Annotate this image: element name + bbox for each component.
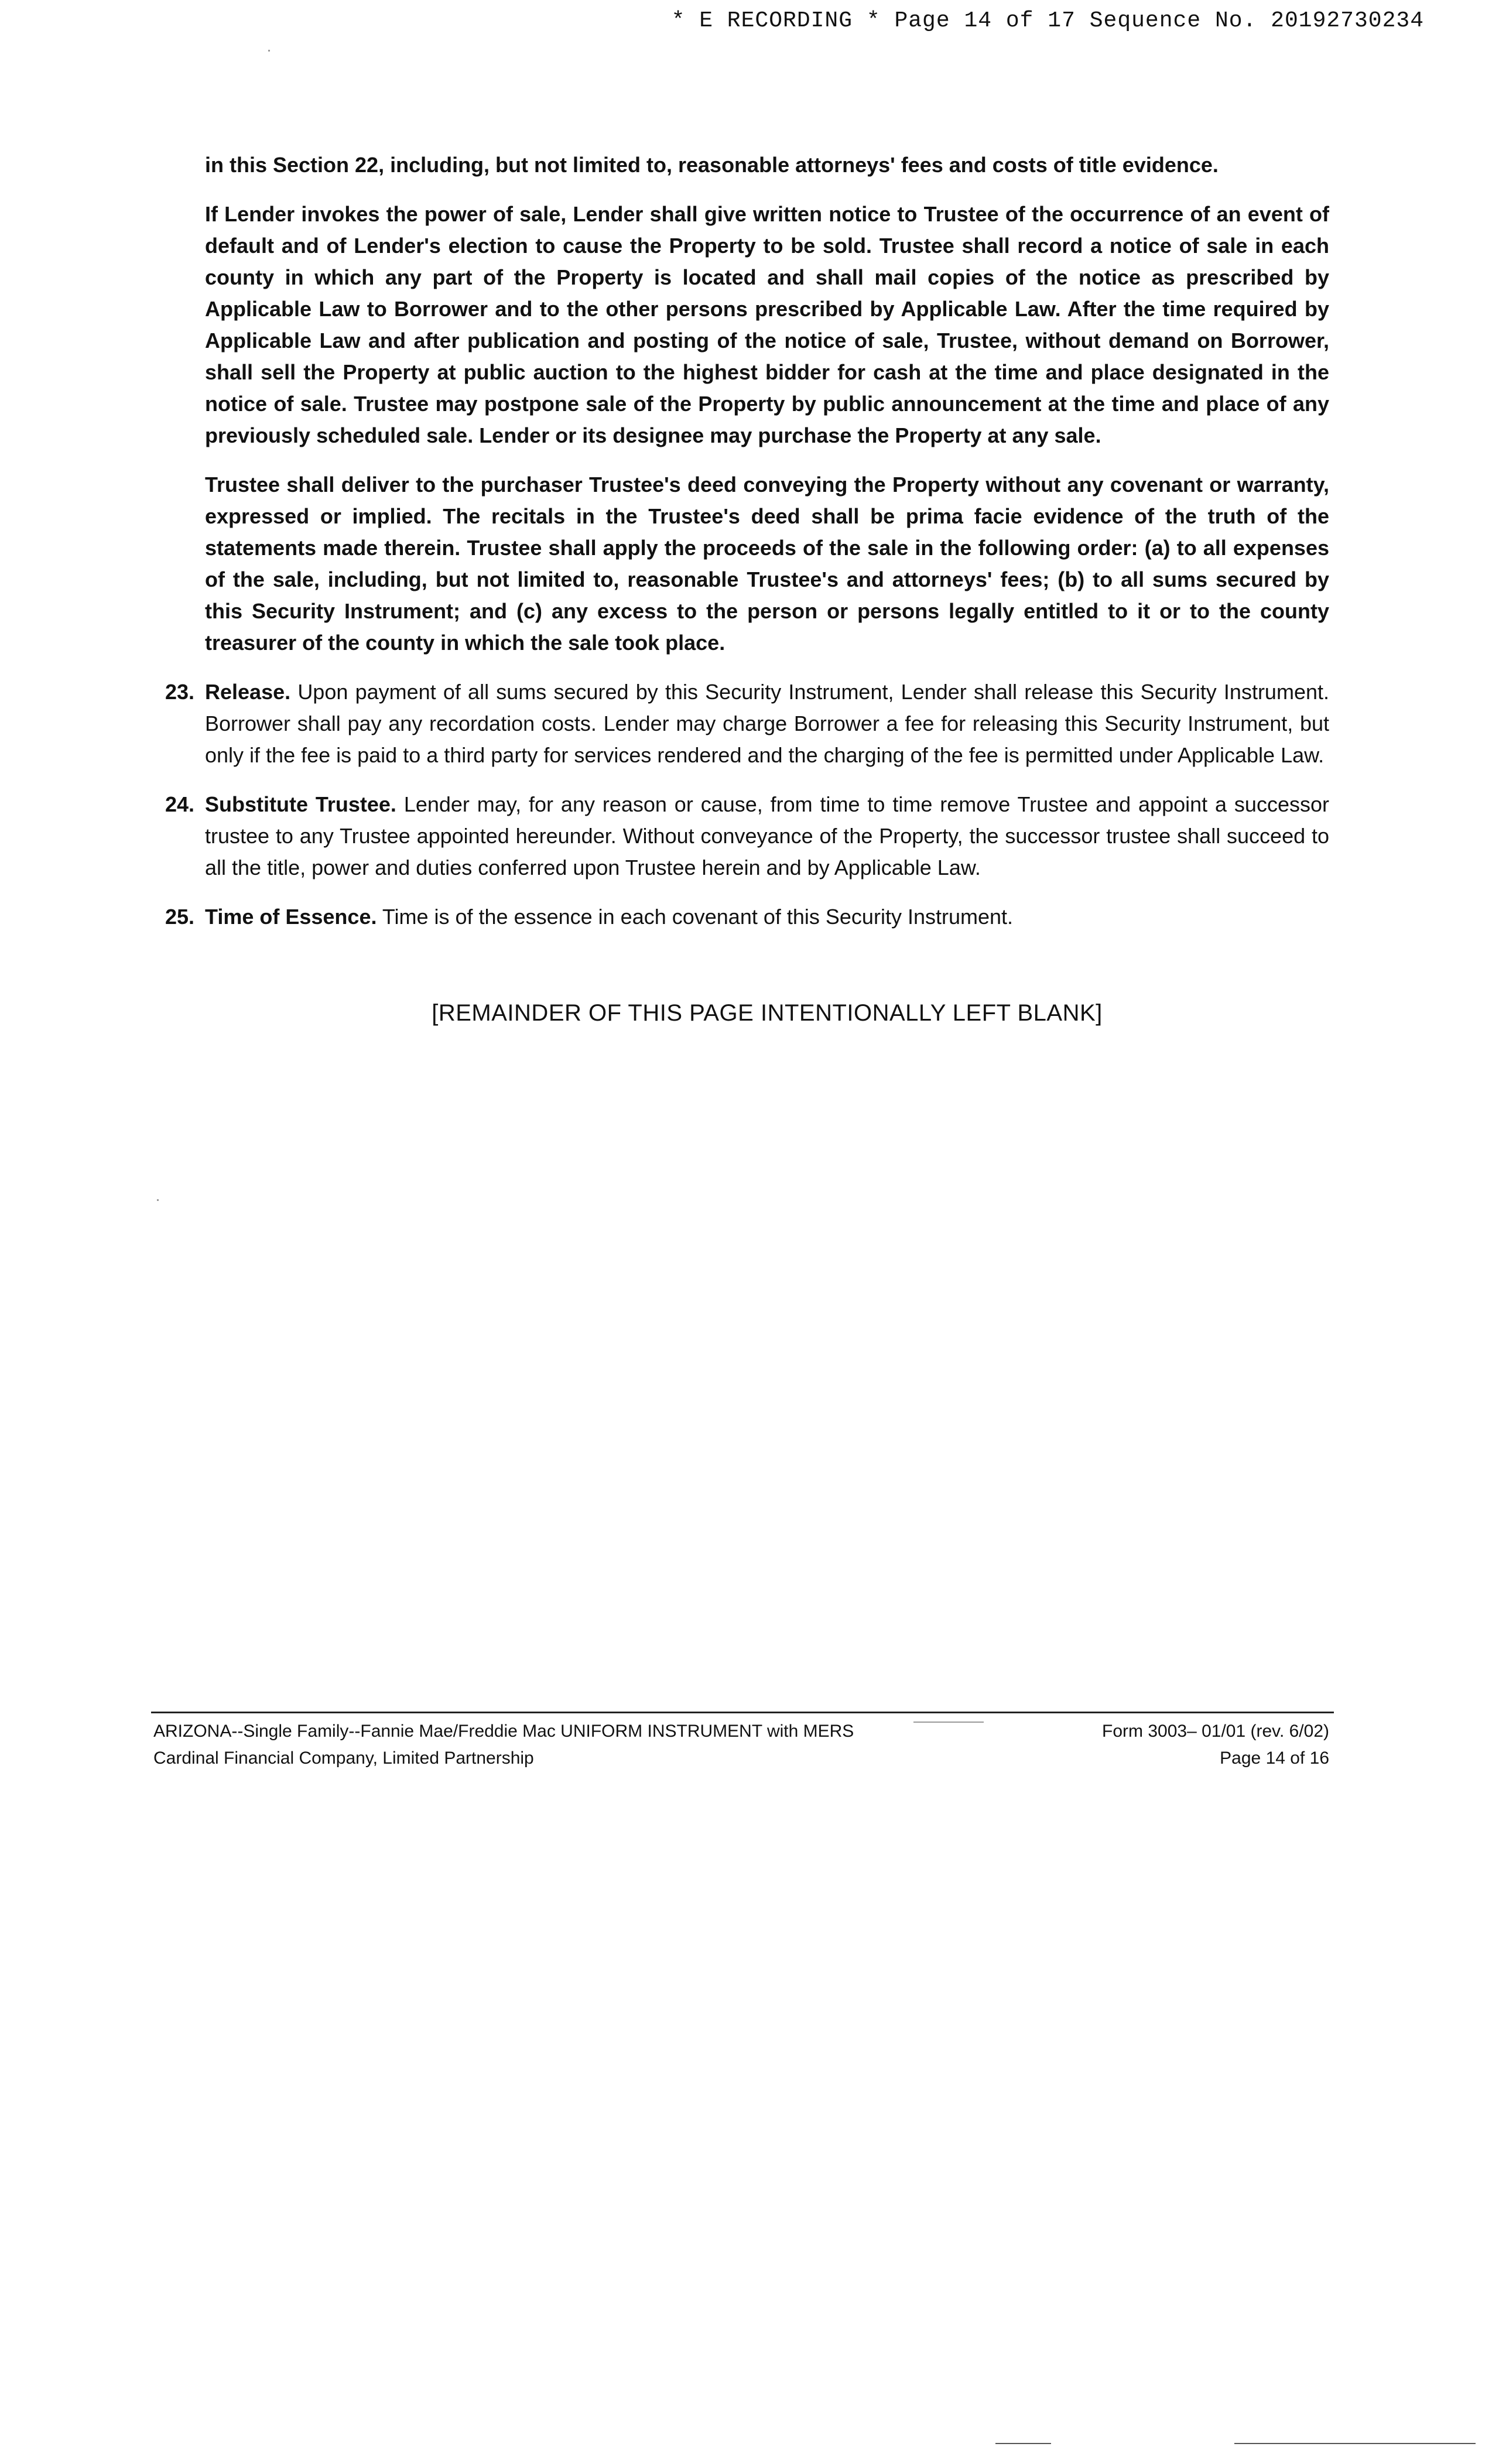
trustee-deed-paragraph: Trustee shall deliver to the purchaser Trustee's deed conveying the Property without any covenant or warranty, expressed or implied. The recitals in the Trustee's deed shall be prima facie evidence of the truth of the statements made therein. Trustee shall apply the proceeds of the sale in the following order: (a) to all expenses of the sale, including, but not limited to, reasonable Trustee's and attorneys' fees; (b) to all sums secured by this Security Instrument; and (c) any excess to the person or persons legally entitled to it or to the county treasurer of the county in which the sale took place.	[205, 473, 1329, 655]
footer-company: Cardinal Financial Company, Limited Partnership	[153, 1748, 534, 1768]
section-text: Lender may, for any reason or cause, from time to time remove Trustee and appoint a successor trustee to any Trustee appointed hereunder. Without conveyance of the Property, the successor trustee shall succeed to all the title, power and duties conferred upon Trustee herein and by Applicable Law.	[205, 792, 1329, 879]
scan-edge-line	[995, 2443, 1051, 2444]
scan-edge-line	[1234, 2443, 1476, 2444]
recording-stamp: * E RECORDING * Page 14 of 17 Sequence No. 20192730234	[671, 8, 1424, 33]
section-number: 24.	[165, 792, 195, 816]
section-22-continuation: in this Section 22, including, but not limited to, reasonable attorneys' fees and costs of title evidence.	[205, 153, 1219, 177]
document-body	[165, 149, 1329, 1029]
footer-form-number: Form 3003– 01/01 (rev. 6/02)	[1102, 1722, 1329, 1741]
section-title: Substitute Trustee.	[205, 792, 396, 816]
footer-form-title: ARIZONA--Single Family--Fannie Mae/Freddie Mac UNIFORM INSTRUMENT with MERS	[153, 1722, 854, 1741]
footer-scan-dash	[913, 1722, 984, 1723]
section-24-substitute-trustee	[165, 789, 1329, 884]
section-25-time-of-essence	[165, 901, 1329, 933]
section-23-release	[165, 676, 1329, 771]
section-title: Release.	[205, 680, 291, 704]
footer-divider	[151, 1712, 1334, 1713]
scan-speck	[268, 50, 270, 52]
footer-right	[1102, 1718, 1329, 1772]
section-text: Time is of the essence in each covenant of this Security Instrument.	[382, 905, 1014, 929]
section-number: 25.	[165, 905, 195, 929]
power-of-sale-paragraph: If Lender invokes the power of sale, Lender shall give written notice to Trustee of the occurrence of an event of default and of Lender's election to cause the Property to be sold. Trustee shall record a notice of sale in each county in which any part of the Property is located and shall mail copies of the notice as prescribed by Applicable Law to Borrower and to the other persons prescribed by Applicable Law. After the time required by Applicable Law and after publication and posting of the notice of sale, Trustee, without demand on Borrower, shall sell the Property at public auction to the highest bidder for cash at the time and place designated in the notice of sale. Trustee may postpone sale of the Property by public announcement at the time and place of any previously scheduled sale. Lender or its designee may purchase the Property at any sale.	[205, 202, 1329, 447]
footer-page-number: Page 14 of 16	[1220, 1748, 1329, 1768]
blank-page-notice: [REMAINDER OF THIS PAGE INTENTIONALLY LEFT BLANK]	[432, 1000, 1103, 1026]
section-title: Time of Essence.	[205, 905, 377, 929]
section-number: 23.	[165, 680, 195, 704]
section-text: Upon payment of all sums secured by this Security Instrument, Lender shall release this Security Instrument. Borrower shall pay any recordation costs. Lender may charge Borrower a fee for releasing this Security Instrument, but only if the fee is paid to a third party for services rendered and the charging of the fee is permitted under Applicable Law.	[205, 680, 1329, 767]
scan-speck	[157, 1199, 159, 1201]
footer-left	[153, 1718, 854, 1772]
